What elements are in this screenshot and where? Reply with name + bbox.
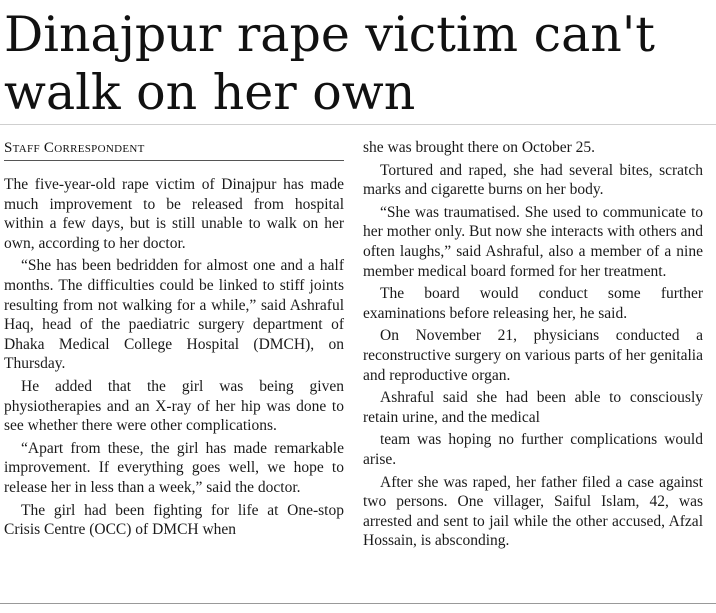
paragraph: After she was raped, her father filed a case against two persons. One villager, Saiful Islam, 42, was arrested and sent to jail while the other accused, Afzal Hossain, is absconding. xyxy=(363,473,703,550)
headline xyxy=(4,6,712,122)
paragraph: The board would conduct some further examinations before releasing her, he said. xyxy=(363,285,703,322)
paragraph: team was hoping no further complications would arise. xyxy=(363,431,703,468)
right-column xyxy=(363,138,703,554)
paragraph: “She was traumatised. She used to communicate to her mother only. But now she interacts with others and often laughs,” said Ashraful, also a member of a nine member medical board formed for her treatment. xyxy=(363,203,703,280)
paragraph: On November 21, physicians conducted a reconstructive surgery on various parts of her genitalia and reproductive organ. xyxy=(363,327,703,384)
left-column xyxy=(4,175,344,543)
headline-line-1: Dinajpur rape victim can't xyxy=(4,6,655,63)
paragraph: He added that the girl was being given physiotherapies and an X-ray of her hip was done to see whether there were other complications. xyxy=(4,377,344,435)
bottom-divider xyxy=(0,603,716,604)
paragraph: The girl had been fighting for life at One-stop Crisis Centre (OCC) of DMCH when xyxy=(4,501,344,539)
paragraph: “She has been bedridden for almost one and a half months. The difficulties could be linked to stiff joints resulting from not walking for a while,” said Ashraful Haq, head of the paediatric surgery department of Dhaka Medical College Hospital (DMCH), on Thursday. xyxy=(4,257,344,373)
paragraph: Ashraful said she had been able to consciously retain urine, and the medical xyxy=(363,389,703,426)
paragraph: “Apart from these, the girl has made remarkable improvement. If everything goes well, we hope to release her in less than a week,” said the doctor. xyxy=(4,439,344,496)
paragraph: The five-year-old rape victim of Dinajpur has made much improvement to be released from hospital within a few days, but is still unable to walk on her own, according to her doctor. xyxy=(4,176,344,252)
top-divider xyxy=(0,124,716,125)
paragraph: she was brought there on October 25. xyxy=(363,139,596,156)
byline: Staff Correspondent xyxy=(4,138,344,161)
paragraph: Tortured and raped, she had several bites, scratch marks and cigarette burns on her body. xyxy=(363,161,703,199)
headline-line-2: walk on her own xyxy=(4,64,416,121)
